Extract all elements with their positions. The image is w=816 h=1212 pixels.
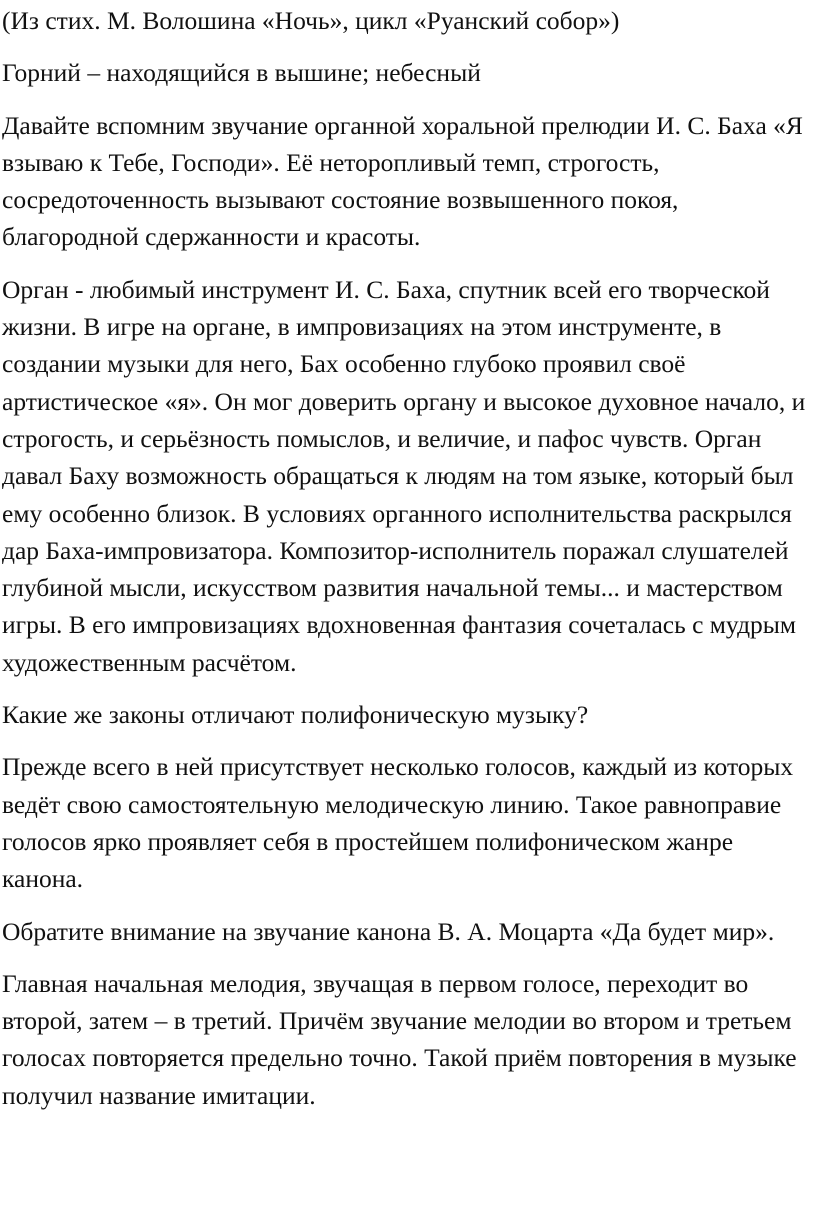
poem-citation: (Из стих. М. Волошина «Ночь», цикл «Руанский собор»)	[2, 6, 620, 35]
question-polyphony: Какие же законы отличают полифоническую музыку?	[2, 700, 589, 730]
paragraph-bach-prelude: Давайте вспомним звучание органной хоральной прелюдии И. С. Баха «Я взываю к Тебе, Господи». Её неторопливый темп, строгость, сосредоточенность вызывают состояние возвышенного покоя, благородной сдержанности и красоты.	[2, 110, 803, 252]
paragraph-imitation: Главная начальная мелодия, звучащая в первом голосе, переходит во второй, затем – в третий. Причём звучание мелодии во втором и третьем голосах повторяется предельно точно. Такой приём повторения в музыке получил название имитации.	[2, 968, 797, 1110]
glossary-definition: Горний – находящийся в вышине; небесный	[2, 58, 481, 88]
paragraph-voices: Прежде всего в ней присутствует несколько голосов, каждый из которых ведёт свою самостоятельную мелодическую линию. Такое равноправие голосов ярко проявляет себя в простейшем полифоническом жанре канона.	[2, 752, 794, 894]
paragraph-mozart-canon: Обратите внимание на звучание канона В. А. Моцарта «Да будет мир».	[2, 916, 775, 946]
paragraph-organ: Орган - любимый инструмент И. С. Баха, спутник всей его творческой жизни. В игре на органе, в импровизациях на этом инструменте, в создании музыки для него, Бах особенно глубоко проявил своё артистическое «я». Он мог доверить органу и высокое духовное начало, и строгость, и серьёзность помыслов, и величие, и пафос чувств. Орган давал Баху возможность обращаться к людям на том языке, который был ему особенно близок. В условиях органного исполнительства раскрылся дар Баха-импровизатора. Композитор-исполнитель поражал слушателей глубиной мысли, искусством развития начальной темы... и мастерством игры. В его импровизациях вдохновенная фантазия сочеталась с мудрым художественным расчётом.	[2, 274, 806, 677]
